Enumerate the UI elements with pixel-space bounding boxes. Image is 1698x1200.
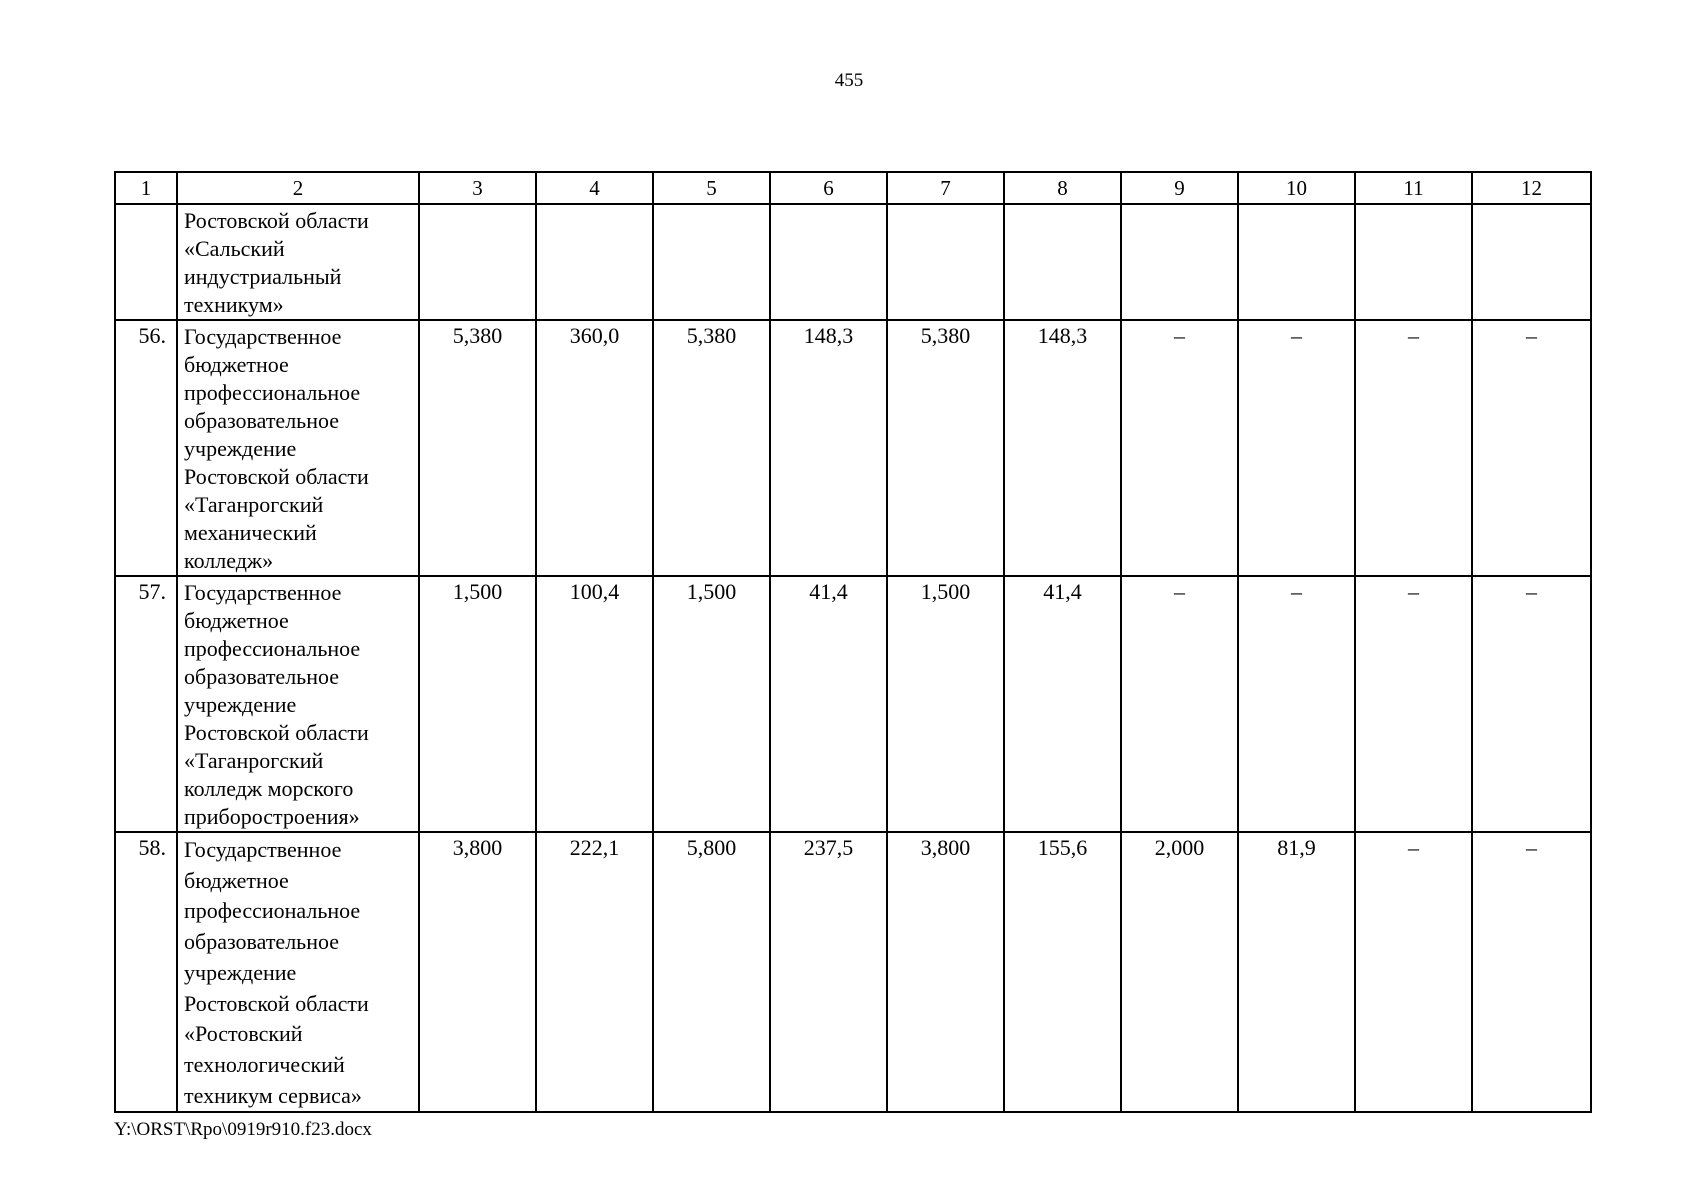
value-cell [887,204,1004,320]
value-cell: – [1472,576,1591,832]
institution-name-line: учреждение [184,959,297,985]
value-cell: – [1355,576,1472,832]
row-number-cell: 57. [115,576,177,832]
value-cell: 2,000 [1121,832,1238,1112]
page-number: 455 [834,70,864,91]
column-header: 1 [115,172,177,204]
institution-name-line: профессиональное [184,898,361,924]
value-cell: 155,6 [1004,832,1121,1112]
institution-name-line: индустриальный [184,264,342,289]
institution-name-cell [177,832,419,1112]
value-cell [536,204,653,320]
column-header: 2 [177,172,419,204]
institution-name-line: бюджетное [184,352,289,377]
institution-name-line: приборостроения» [184,804,360,829]
institution-name-line: Государственное [184,837,342,862]
value-cell: 148,3 [1004,320,1121,576]
table-row [115,832,1591,1112]
value-cell [1355,204,1472,320]
institution-name-line: образовательное [184,408,340,433]
value-cell: 5,380 [653,320,770,576]
column-header: 11 [1355,172,1472,204]
institution-name-line: профессиональное [184,380,361,405]
value-cell: 237,5 [770,832,887,1112]
column-header: 3 [419,172,536,204]
value-cell [770,204,887,320]
value-cell: – [1121,320,1238,576]
value-cell: 1,500 [419,576,536,832]
institution-name-line: Ростовской области [184,720,369,745]
column-header: 4 [536,172,653,204]
value-cell: 41,4 [770,576,887,832]
institution-name-line: «Сальский [184,236,285,261]
institution-name-cell [177,204,419,320]
value-cell: 1,500 [887,576,1004,832]
row-number-cell: 56. [115,320,177,576]
value-cell: – [1238,320,1355,576]
institution-name-line: колледж» [184,548,274,573]
institution-name-cell [177,576,419,832]
table-row [115,204,1591,320]
institution-name-line: Ростовской области [184,208,369,233]
value-cell: 3,800 [887,832,1004,1112]
row-number-cell: 58. [115,832,177,1112]
value-cell [419,204,536,320]
value-cell: 5,380 [419,320,536,576]
value-cell [1004,204,1121,320]
value-cell: 3,800 [419,832,536,1112]
footer-file-path: Y:\ORST\Rpo\0919r910.f23.docx [114,1119,372,1140]
institution-name-line: профессиональное [184,636,361,661]
institution-name-line: «Таганрогский [184,492,324,517]
institution-name-cell [177,320,419,576]
column-header: 6 [770,172,887,204]
value-cell [1238,204,1355,320]
institution-name-line: Государственное [184,324,342,349]
value-cell: 5,800 [653,832,770,1112]
column-header: 8 [1004,172,1121,204]
institution-name-line: Государственное [184,580,342,605]
value-cell: 100,4 [536,576,653,832]
institution-name-line: техникум» [184,292,284,317]
value-cell: 148,3 [770,320,887,576]
institution-name-line: бюджетное [184,867,289,893]
institution-name-line: учреждение [184,692,297,717]
institution-name-line: техникум сервиса» [184,1082,362,1108]
table-header-row [115,172,1591,204]
data-table [114,171,1592,1113]
institution-name-line: учреждение [184,436,297,461]
row-number-cell [115,204,177,320]
institution-name-line: «Ростовский [184,1021,303,1047]
institution-name-line: «Таганрогский [184,748,324,773]
column-header: 7 [887,172,1004,204]
institution-name-line: образовательное [184,664,340,689]
value-cell: – [1121,576,1238,832]
value-cell: – [1355,832,1472,1112]
institution-name-line: механический [184,520,317,545]
value-cell [1121,204,1238,320]
column-header: 10 [1238,172,1355,204]
institution-name-line: Ростовской области [184,464,369,489]
table-row [115,576,1591,832]
value-cell: – [1472,320,1591,576]
value-cell: – [1472,832,1591,1112]
value-cell: – [1355,320,1472,576]
value-cell: 1,500 [653,576,770,832]
value-cell: 360,0 [536,320,653,576]
table-row [115,320,1591,576]
institution-name-line: колледж морского [184,776,354,801]
column-header: 9 [1121,172,1238,204]
value-cell: 81,9 [1238,832,1355,1112]
institution-name-line: бюджетное [184,608,289,633]
column-header: 12 [1472,172,1591,204]
value-cell: 5,380 [887,320,1004,576]
institution-name-line: образовательное [184,929,340,955]
value-cell: 41,4 [1004,576,1121,832]
value-cell [653,204,770,320]
column-header: 5 [653,172,770,204]
institution-name-line: Ростовской области [184,990,369,1016]
institution-name-line: технологический [184,1051,345,1077]
value-cell: 222,1 [536,832,653,1112]
value-cell: – [1238,576,1355,832]
value-cell [1472,204,1591,320]
